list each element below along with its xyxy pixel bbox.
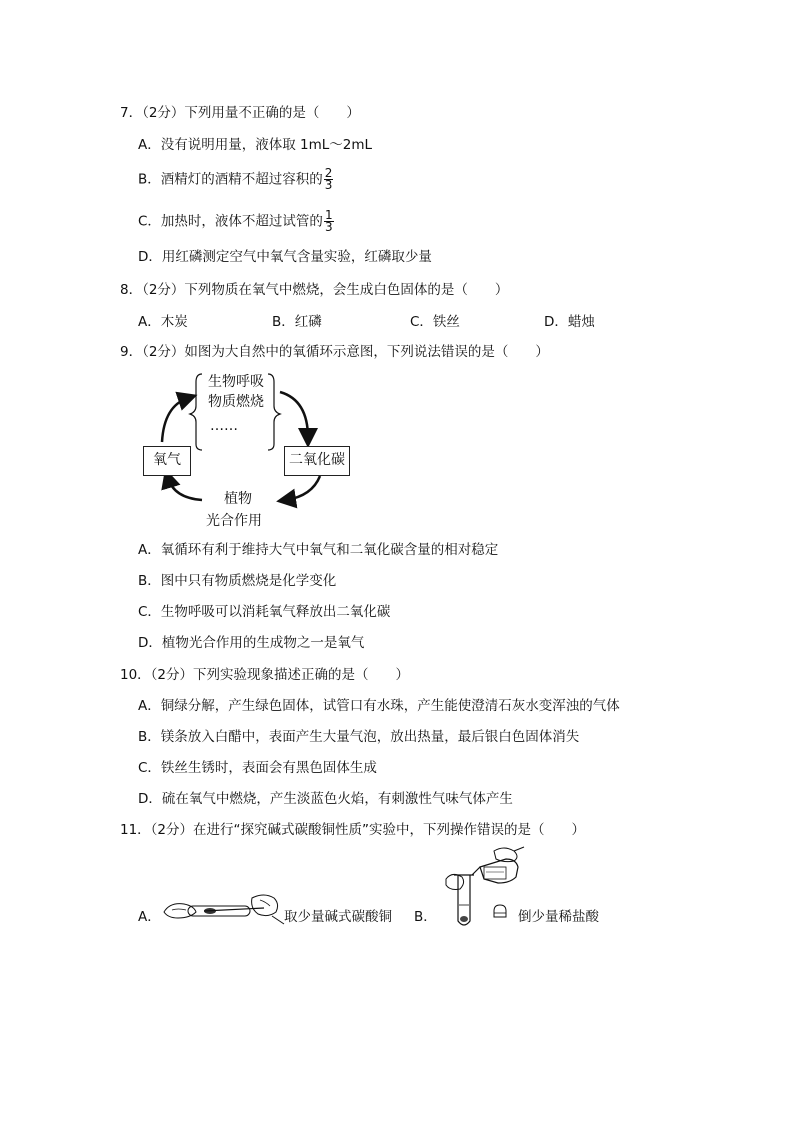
q7-stem: 7．（2分）下列用量不正确的是（ ） — [120, 105, 360, 121]
brace-line-combustion: 物质燃烧 — [208, 394, 264, 410]
q9-option-d: D．植物光合作用的生成物之一是氧气 — [138, 635, 365, 651]
q11-option-b-letter: B． — [414, 909, 437, 925]
bottom-line-photosynthesis: 光合作用 — [206, 513, 262, 529]
q10-option-d: D．硫在氧气中燃烧，产生淡蓝色火焰，有刺激性气味气体产生 — [138, 791, 513, 807]
q10-option-c: C．铁丝生锈时，表面会有黑色固体生成 — [138, 760, 377, 776]
q7-option-b-text: B．酒精灯的酒精不超过容积的 — [138, 171, 323, 188]
q10-stem: 10．（2分）下列实验现象描述正确的是（ ） — [120, 667, 410, 683]
q9-stem: 9．（2分）如图为大自然中的氧循环示意图，下列说法错误的是（ ） — [120, 344, 549, 360]
q8-option-c: C．铁丝 — [410, 314, 460, 330]
fraction-one-third: $\frac{1}{3}$ — [324, 208, 333, 234]
carbon-dioxide-box: 二氧化碳 — [284, 446, 350, 476]
q8-stem: 8．（2分）下列物质在氧气中燃烧，会生成白色固体的是（ ） — [120, 282, 509, 298]
q9-option-a: A．氧循环有利于维持大气中氧气和二氧化碳含量的相对稳定 — [138, 542, 499, 558]
oxygen-cycle-diagram — [140, 368, 360, 533]
bottom-line-plants: 植物 — [224, 491, 252, 507]
q11-stem: 11．（2分）在进行“探究碱式碳酸铜性质”实验中，下列操作错误的是（ ） — [120, 822, 586, 838]
pouring-acid-illustration — [436, 845, 526, 930]
q11-option-b-caption: 倒少量稀盐酸 — [518, 909, 599, 925]
q10-option-b: B．镁条放入白醋中，表面产生大量气泡，放出热量，最后银白色固体消失 — [138, 729, 580, 745]
q11-option-a-letter: A． — [138, 909, 161, 925]
q8-option-b: B．红磷 — [272, 314, 322, 330]
q7-option-c-text: C．加热时，液体不超过试管的 — [138, 213, 323, 230]
fraction-two-thirds: $\frac{2}{3}$ — [324, 166, 333, 192]
q7-option-a: A．没有说明用量，液体取 1mL～2mL — [138, 137, 373, 153]
q7-option-c — [138, 210, 334, 233]
oxygen-box: 氧气 — [143, 446, 191, 476]
brace-line-respiration: 生物呼吸 — [208, 374, 264, 390]
brace-line-ellipsis: …… — [210, 418, 238, 434]
q7-option-d: D．用红磷测定空气中氧气含量实验，红磷取少量 — [138, 249, 432, 265]
q11-option-a-caption: 取少量碱式碳酸铜 — [284, 909, 392, 925]
q8-option-d: D．蜡烛 — [544, 314, 595, 330]
q8-option-a: A．木炭 — [138, 314, 188, 330]
q10-option-a: A．铜绿分解，产生绿色固体，试管口有水珠，产生能使澄清石灰水变浑浊的气体 — [138, 698, 620, 714]
q9-option-b: B．图中只有物质燃烧是化学变化 — [138, 573, 337, 589]
q9-option-c: C．生物呼吸可以消耗氧气释放出二氧化碳 — [138, 604, 391, 620]
q7-option-b — [138, 168, 333, 191]
spoon-powder-illustration — [160, 890, 285, 930]
